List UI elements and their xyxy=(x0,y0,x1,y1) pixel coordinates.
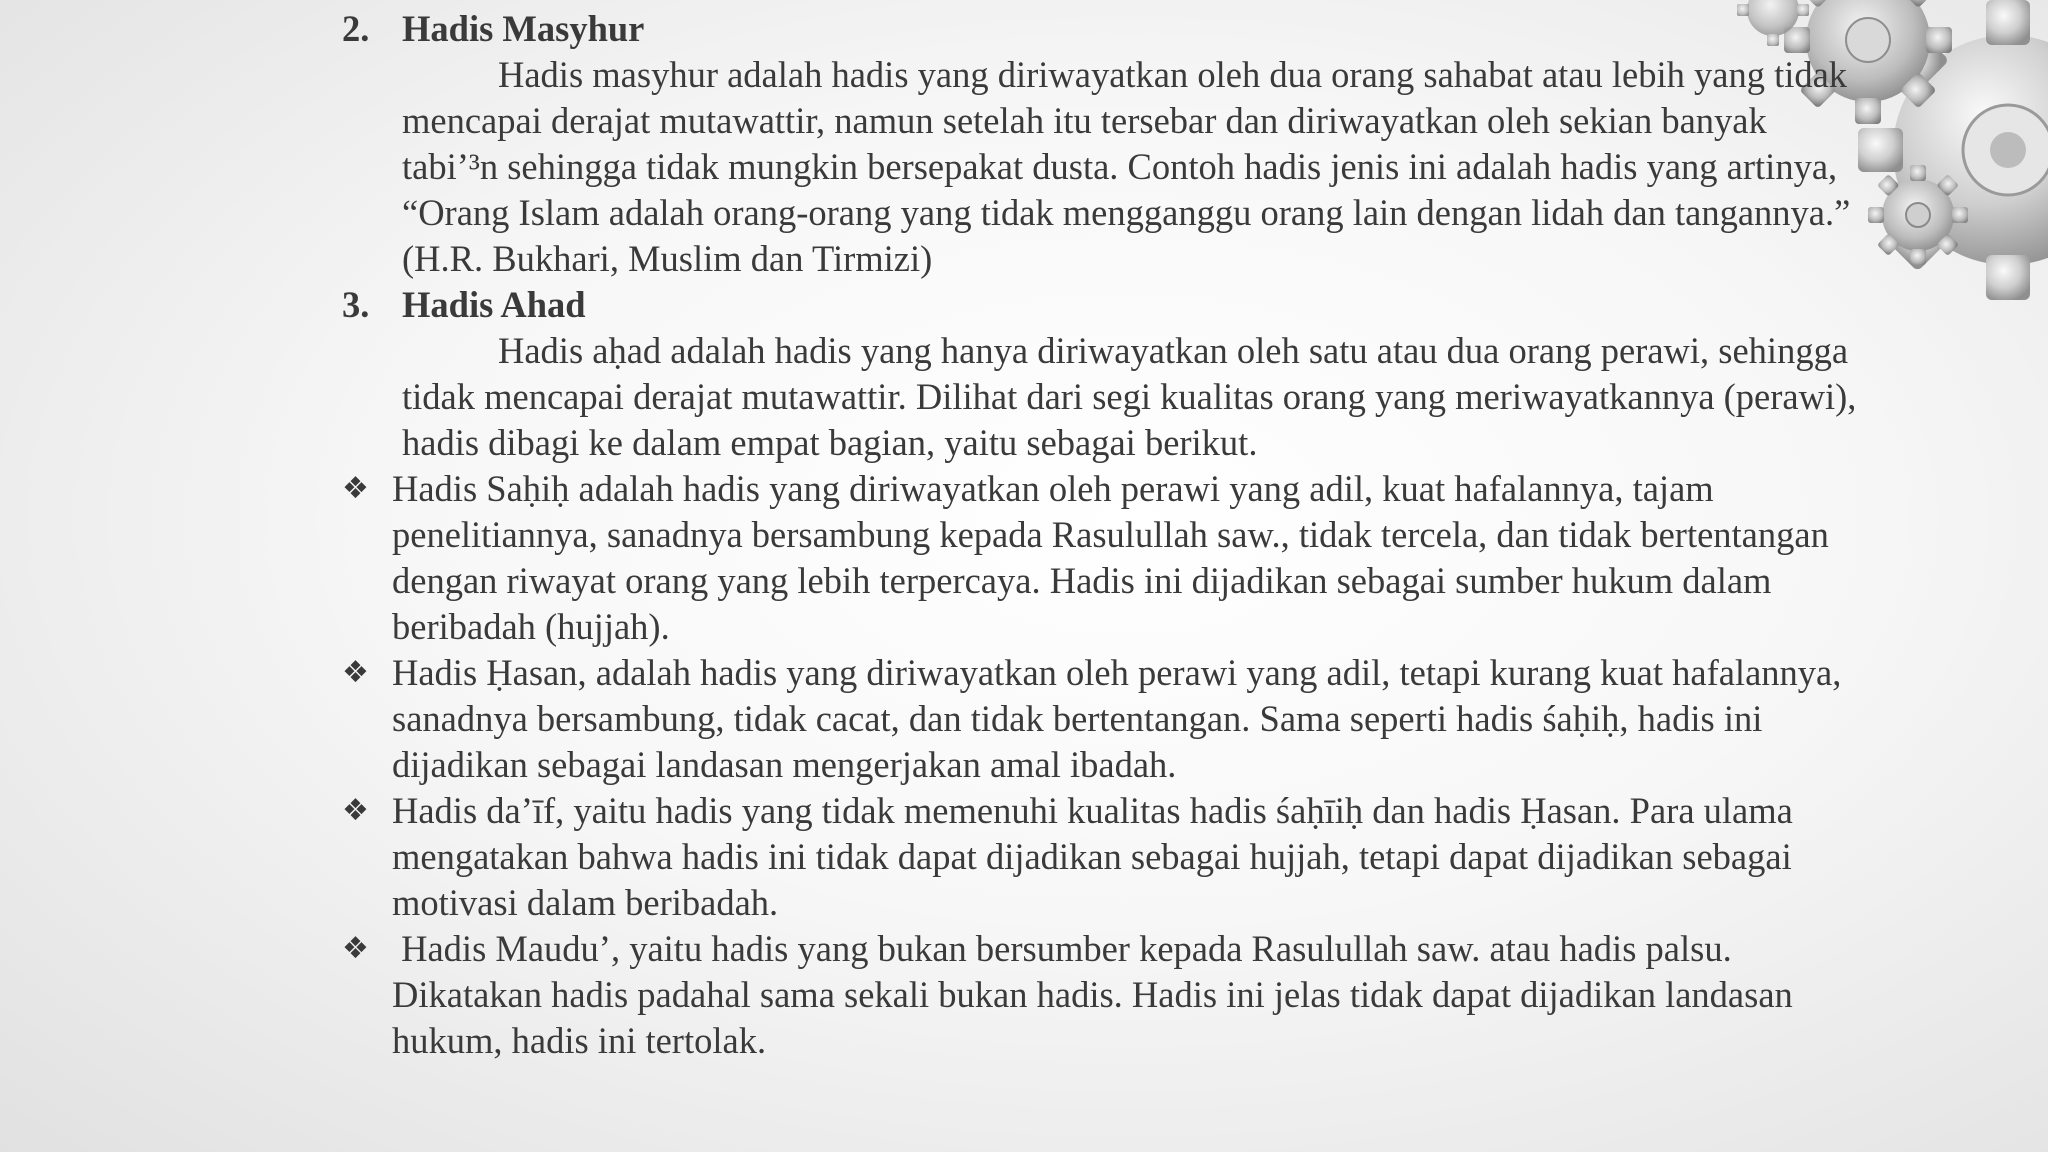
bullet-line: dijadikan sebagai landasan mengerjakan amal ibadah. xyxy=(392,744,1177,785)
section-title: Hadis Masyhur xyxy=(402,8,645,49)
bullet-line: motivasi dalam beribadah. xyxy=(392,882,779,923)
bullet-line: Hadis Ḥasan, adalah hadis yang diriwayatkan oleh perawi yang adil, tetapi kurang kuat hafalannya, xyxy=(392,652,1842,693)
bullet-item-hadis-hasan xyxy=(342,650,1942,788)
slide-content xyxy=(342,6,1942,1064)
paragraph-line: tidak mencapai derajat mutawattir. Dilihat dari segi kualitas orang yang meriwayatkannya (perawi), xyxy=(402,376,1857,417)
paragraph-line: “Orang Islam adalah orang-orang yang tidak mengganggu orang lain dengan lidah dan tangannya.” xyxy=(402,192,1851,233)
paragraph-line: Hadis masyhur adalah hadis yang diriwayatkan oleh dua orang sahabat atau lebih yang tidak xyxy=(498,54,1848,95)
bullet-line: Dikatakan hadis padahal sama sekali bukan hadis. Hadis ini jelas tidak dapat dijadikan landasan xyxy=(392,974,1793,1015)
diamond-bullet-icon: ❖ xyxy=(342,931,369,966)
paragraph-line: tabi’³n sehingga tidak mungkin bersepakat dusta. Contoh hadis jenis ini adalah hadis yang artinya, xyxy=(402,146,1838,187)
bullet-line: Hadis da’īf, yaitu hadis yang tidak memenuhi kualitas hadis śaḥīiḥ dan hadis Ḥasan. Para ulama xyxy=(392,790,1793,831)
paragraph-line: (H.R. Bukhari, Muslim dan Tirmizi) xyxy=(402,238,933,279)
paragraph-line: Hadis aḥad adalah hadis yang hanya diriwayatkan oleh satu atau dua orang perawi, sehingga xyxy=(498,330,1849,371)
bullet-line: sanadnya bersambung, tidak cacat, dan tidak bertentangan. Sama seperti hadis śaḥiḥ, hadis ini xyxy=(392,698,1763,739)
paragraph-line: hadis dibagi ke dalam empat bagian, yaitu sebagai berikut. xyxy=(402,422,1258,463)
diamond-bullet-icon: ❖ xyxy=(342,793,369,828)
paragraph-hadis-masyhur xyxy=(402,52,1942,282)
diamond-bullet-icon: ❖ xyxy=(342,471,369,506)
section-title: Hadis Ahad xyxy=(402,284,586,325)
bullet-line: mengatakan bahwa hadis ini tidak dapat dijadikan sebagai hujjah, tetapi dapat dijadikan sebagai xyxy=(392,836,1792,877)
bullet-item-hadis-sahih xyxy=(342,466,1942,650)
section-heading-hadis-masyhur xyxy=(342,6,1942,52)
paragraph-hadis-ahad xyxy=(402,328,1942,466)
bullet-item-hadis-daif xyxy=(342,788,1942,926)
bullet-line: dengan riwayat orang yang lebih terpercaya. Hadis ini dijadikan sebagai sumber hukum dalam xyxy=(392,560,1772,601)
bullet-line: Hadis Maudu’, yaitu hadis yang bukan bersumber kepada Rasulullah saw. atau hadis palsu. xyxy=(392,928,1732,969)
section-number: 2. xyxy=(342,8,370,49)
bullet-line: hukum, hadis ini tertolak. xyxy=(392,1020,767,1061)
section-number: 3. xyxy=(342,284,370,325)
paragraph-line: mencapai derajat mutawattir, namun setelah itu tersebar dan diriwayatkan oleh sekian banyak xyxy=(402,100,1767,141)
diamond-bullet-icon: ❖ xyxy=(342,655,369,690)
bullet-line: Hadis Saḥiḥ adalah hadis yang diriwayatkan oleh perawi yang adil, kuat hafalannya, tajam xyxy=(392,468,1714,509)
bullet-line: beribadah (hujjah). xyxy=(392,606,670,647)
bullet-item-hadis-maudu xyxy=(342,926,1942,1064)
section-heading-hadis-ahad xyxy=(342,282,1942,328)
bullet-line: penelitiannya, sanadnya bersambung kepada Rasulullah saw., tidak tercela, dan tidak bertentangan xyxy=(392,514,1829,555)
